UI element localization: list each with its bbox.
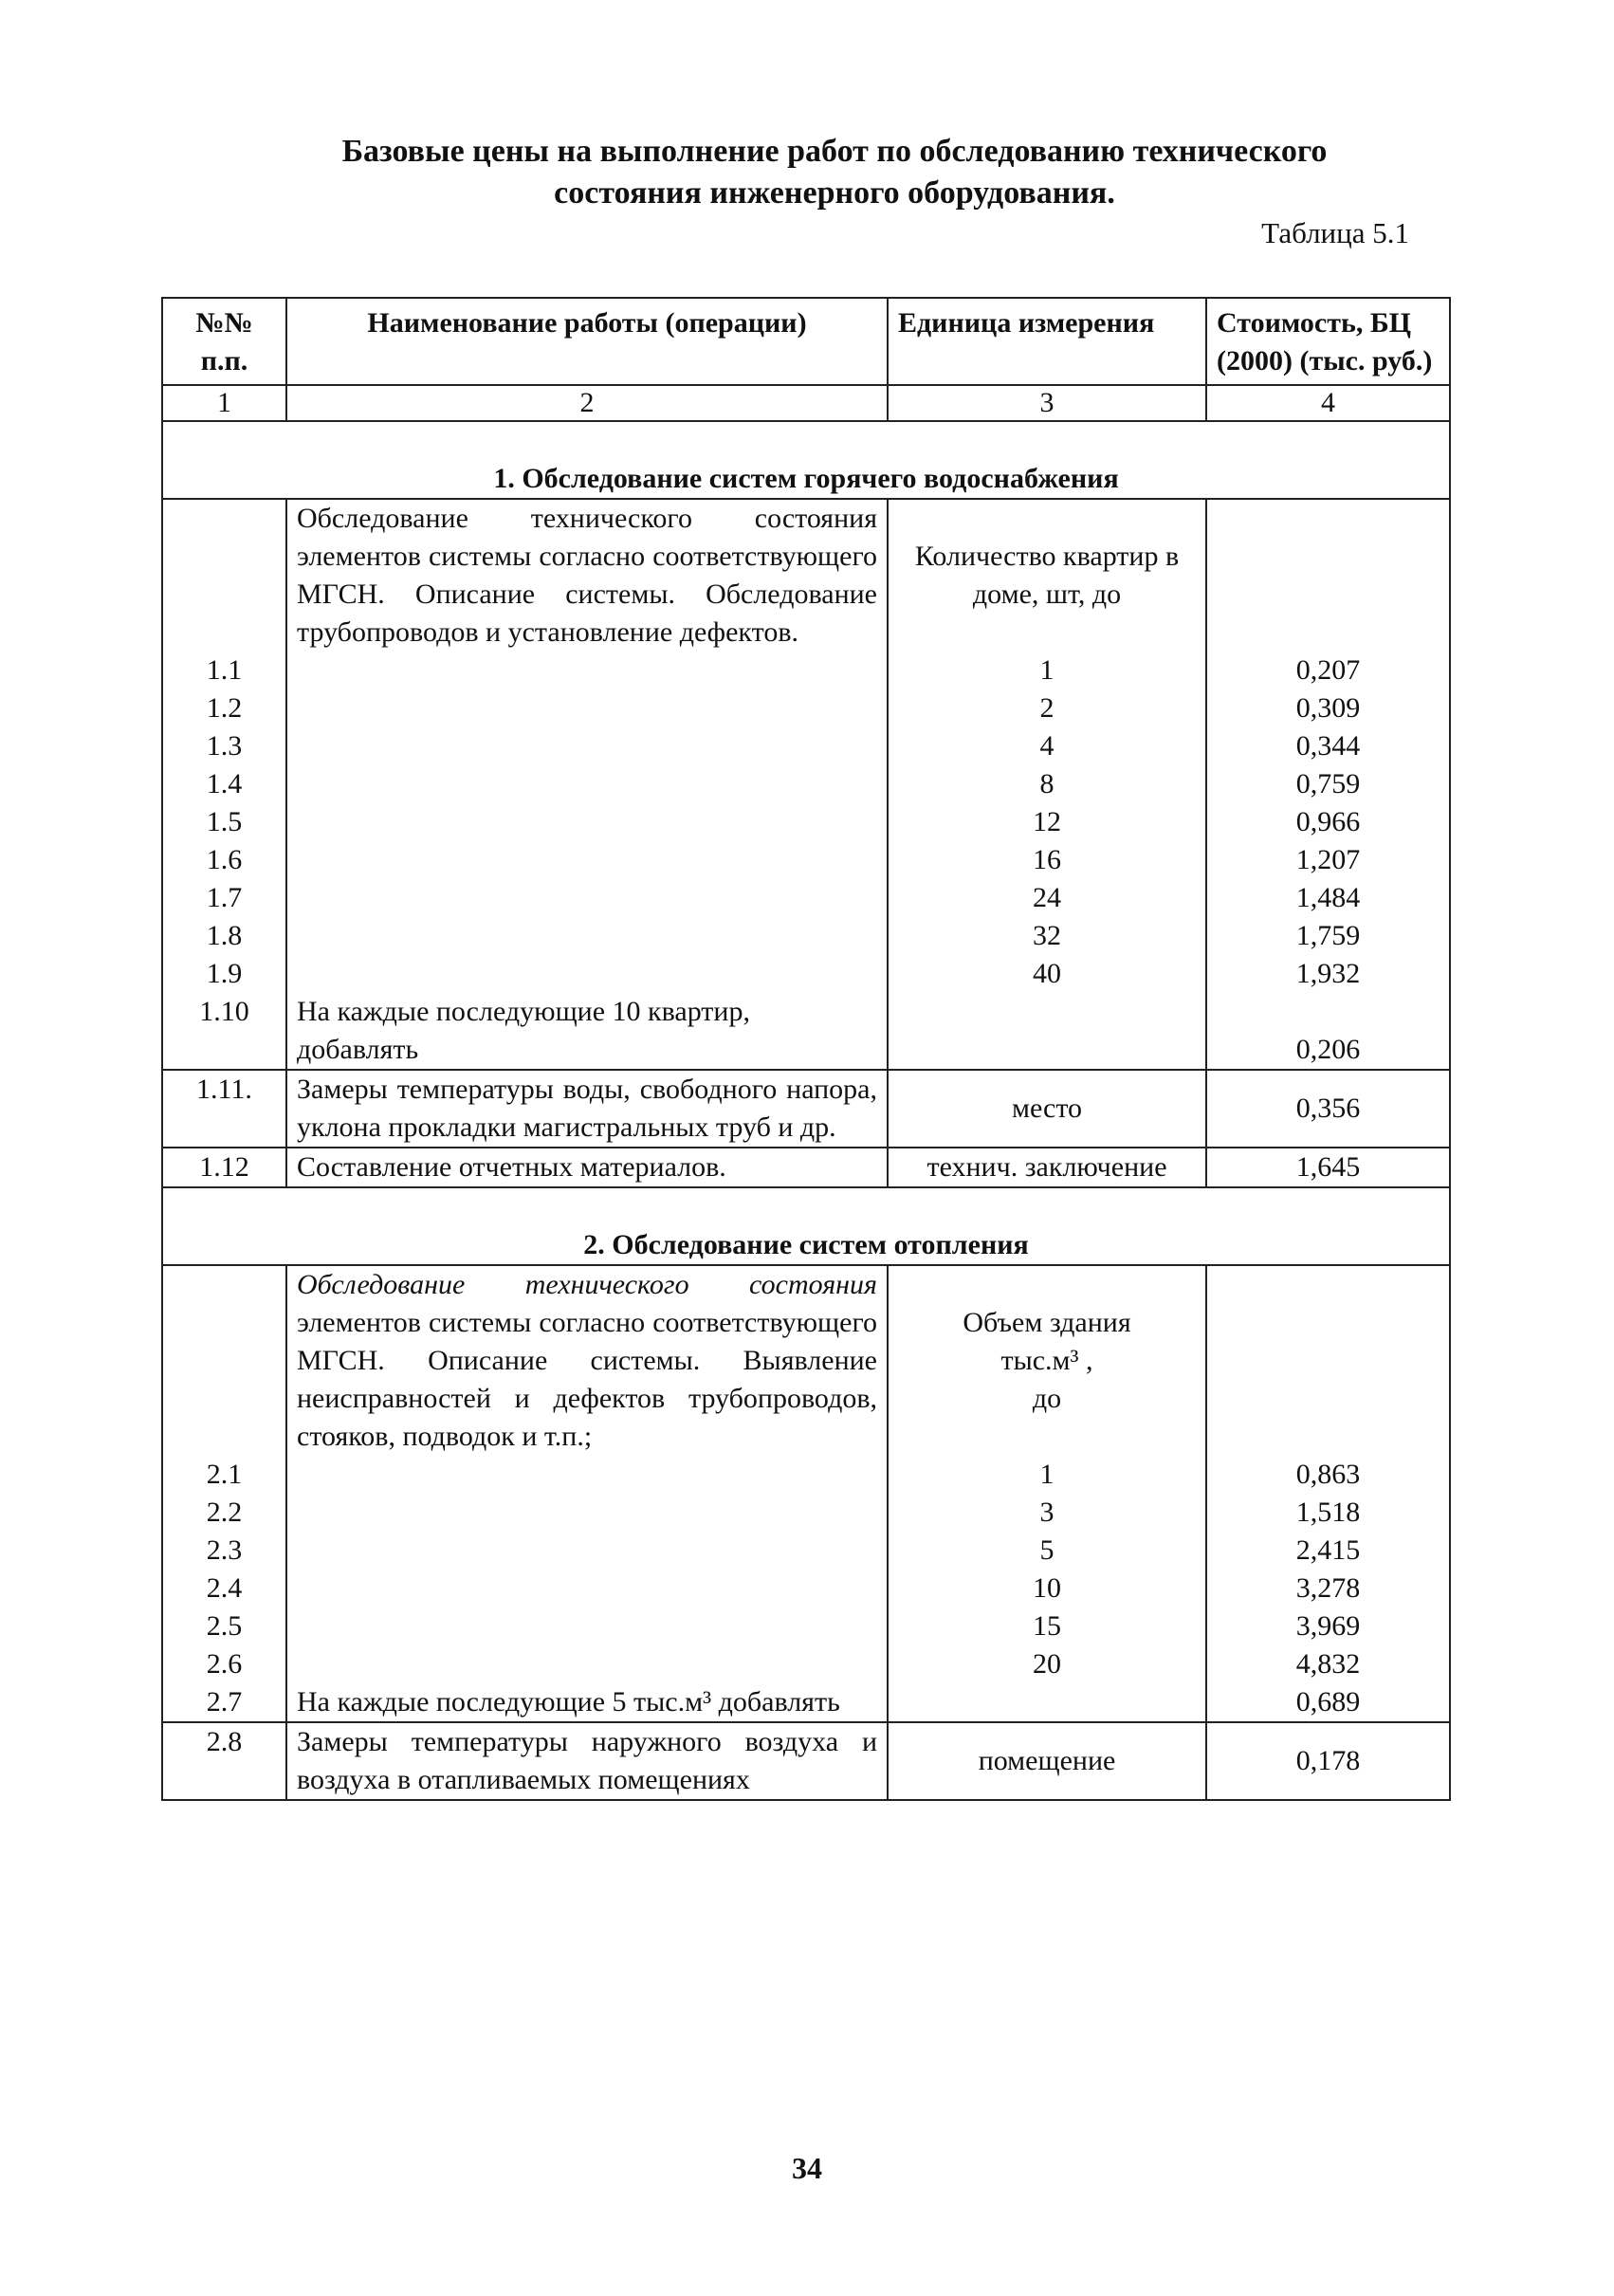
column-header-cost: Стоимость, БЦ (2000) (тыс. руб.) — [1206, 298, 1450, 385]
row-cost: 0,759 — [1206, 765, 1450, 803]
table-row — [162, 1265, 1450, 1456]
table-row — [162, 652, 1450, 689]
work-description-lead: Обследование технического состояния — [297, 1269, 877, 1300]
table-row — [162, 1148, 1450, 1187]
row-cost: 4,832 — [1206, 1645, 1450, 1683]
row-number: 2.5 — [162, 1607, 286, 1645]
work-description — [286, 1265, 888, 1456]
row-number: 1.11. — [162, 1070, 286, 1148]
row-name: Составление отчетных материалов. — [286, 1148, 888, 1187]
work-description-rest: элементов системы согласно соответствующего МГСН. Описание системы. Выявление неисправностей и дефектов трубопроводов, стояков, подводок и т.п.; — [297, 1307, 877, 1452]
row-quantity: 15 — [888, 1607, 1206, 1645]
table-row — [162, 765, 1450, 803]
row-quantity: 8 — [888, 765, 1206, 803]
column-header-name: Наименование работы (операции) — [286, 298, 888, 385]
column-header-unit: Единица измерения — [888, 298, 1206, 385]
row-quantity: 3 — [888, 1494, 1206, 1532]
row-number: 1.3 — [162, 727, 286, 765]
row-unit: помещение — [888, 1722, 1206, 1800]
row-cost: 0,178 — [1206, 1722, 1450, 1800]
page-number: 34 — [792, 2151, 822, 2185]
row-number: 2.3 — [162, 1532, 286, 1570]
header-row — [162, 298, 1450, 385]
row-cost: 0,344 — [1206, 727, 1450, 765]
unit-line: Объем здания — [963, 1307, 1131, 1338]
unit-line: тыс.м³ , — [1000, 1345, 1093, 1376]
row-cost: 1,932 — [1206, 955, 1450, 993]
table-row — [162, 955, 1450, 993]
table-row — [162, 1070, 1450, 1148]
column-number: 1 — [162, 385, 286, 421]
row-number: 1.4 — [162, 765, 286, 803]
row-number: 2.6 — [162, 1645, 286, 1683]
row-cost: 1,518 — [1206, 1494, 1450, 1532]
table-row — [162, 1494, 1450, 1532]
row-number: 2.8 — [162, 1722, 286, 1800]
row-number: 2.2 — [162, 1494, 286, 1532]
row-number: 1.1 — [162, 652, 286, 689]
column-number: 2 — [286, 385, 888, 421]
table-row — [162, 1607, 1450, 1645]
row-cost: 2,415 — [1206, 1532, 1450, 1570]
section-title: 1. Обследование систем горячего водоснабжения — [162, 421, 1450, 499]
row-cost: 3,969 — [1206, 1607, 1450, 1645]
table-row — [162, 727, 1450, 765]
row-cost: 0,689 — [1206, 1683, 1450, 1722]
row-quantity: 32 — [888, 917, 1206, 955]
row-quantity: 40 — [888, 955, 1206, 993]
row-quantity: 10 — [888, 1570, 1206, 1607]
row-unit: место — [888, 1070, 1206, 1148]
column-number: 4 — [1206, 385, 1450, 421]
row-quantity: 5 — [888, 1532, 1206, 1570]
row-number: 1.10 — [162, 993, 286, 1070]
row-cost: 1,759 — [1206, 917, 1450, 955]
row-number: 1.7 — [162, 879, 286, 917]
table-reference: Таблица 5.1 — [1261, 216, 1409, 249]
column-number: 3 — [888, 385, 1206, 421]
section-heading-row — [162, 421, 1450, 499]
row-number: 1.6 — [162, 841, 286, 879]
table-row — [162, 841, 1450, 879]
table-row — [162, 1456, 1450, 1494]
table-row — [162, 1645, 1450, 1683]
row-number: 1.12 — [162, 1148, 286, 1187]
unit-description — [888, 1265, 1206, 1456]
unit-line: до — [1032, 1383, 1062, 1414]
row-cost: 0,309 — [1206, 689, 1450, 727]
table-row — [162, 917, 1450, 955]
row-name: На каждые последующие 10 квартир, добавлять — [286, 993, 888, 1070]
row-cost: 1,207 — [1206, 841, 1450, 879]
row-number: 1.2 — [162, 689, 286, 727]
table-row — [162, 1532, 1450, 1570]
section-heading-row — [162, 1187, 1450, 1265]
row-unit: технич. заключение — [888, 1148, 1206, 1187]
row-name: На каждые последующие 5 тыс.м³ добавлять — [286, 1683, 888, 1722]
row-number: 2.7 — [162, 1683, 286, 1722]
row-quantity: 20 — [888, 1645, 1206, 1683]
column-number-row — [162, 385, 1450, 421]
price-table — [161, 297, 1451, 1801]
row-quantity: 2 — [888, 689, 1206, 727]
row-quantity: 12 — [888, 803, 1206, 841]
table-row — [162, 803, 1450, 841]
unit-description: Количество квартир в доме, шт, до — [888, 499, 1206, 652]
row-number: 1.5 — [162, 803, 286, 841]
work-description: Обследование технического состояния элементов системы согласно соответствующего МГСН. Описание системы. Обследование трубопроводов и установление дефектов. — [286, 499, 888, 652]
row-cost: 0,356 — [1206, 1070, 1450, 1148]
row-cost: 0,206 — [1206, 993, 1450, 1070]
table-row — [162, 1683, 1450, 1722]
document-title — [190, 131, 1479, 214]
table-row — [162, 689, 1450, 727]
row-number: 1.9 — [162, 955, 286, 993]
row-name: Замеры температуры воды, свободного напора, уклона прокладки магистральных труб и др. — [286, 1070, 888, 1148]
row-quantity: 1 — [888, 652, 1206, 689]
row-cost: 0,863 — [1206, 1456, 1450, 1494]
row-quantity: 1 — [888, 1456, 1206, 1494]
row-cost: 1,645 — [1206, 1148, 1450, 1187]
row-cost: 0,966 — [1206, 803, 1450, 841]
row-cost: 1,484 — [1206, 879, 1450, 917]
table-row — [162, 879, 1450, 917]
row-number: 1.8 — [162, 917, 286, 955]
table-row — [162, 993, 1450, 1070]
row-quantity: 16 — [888, 841, 1206, 879]
row-quantity: 4 — [888, 727, 1206, 765]
row-number: 2.4 — [162, 1570, 286, 1607]
section-title: 2. Обследование систем отопления — [162, 1187, 1450, 1265]
title-line-1: Базовые цены на выполнение работ по обследованию технического — [341, 134, 1328, 169]
row-cost: 3,278 — [1206, 1570, 1450, 1607]
row-quantity: 24 — [888, 879, 1206, 917]
row-cost: 0,207 — [1206, 652, 1450, 689]
table-row — [162, 1570, 1450, 1607]
title-line-2: состояния инженерного оборудования. — [554, 175, 1115, 211]
table-row — [162, 1722, 1450, 1800]
row-number: 2.1 — [162, 1456, 286, 1494]
table-row — [162, 499, 1450, 652]
row-name: Замеры температуры наружного воздуха и воздуха в отапливаемых помещениях — [286, 1722, 888, 1800]
column-header-num: №№ п.п. — [162, 298, 286, 385]
